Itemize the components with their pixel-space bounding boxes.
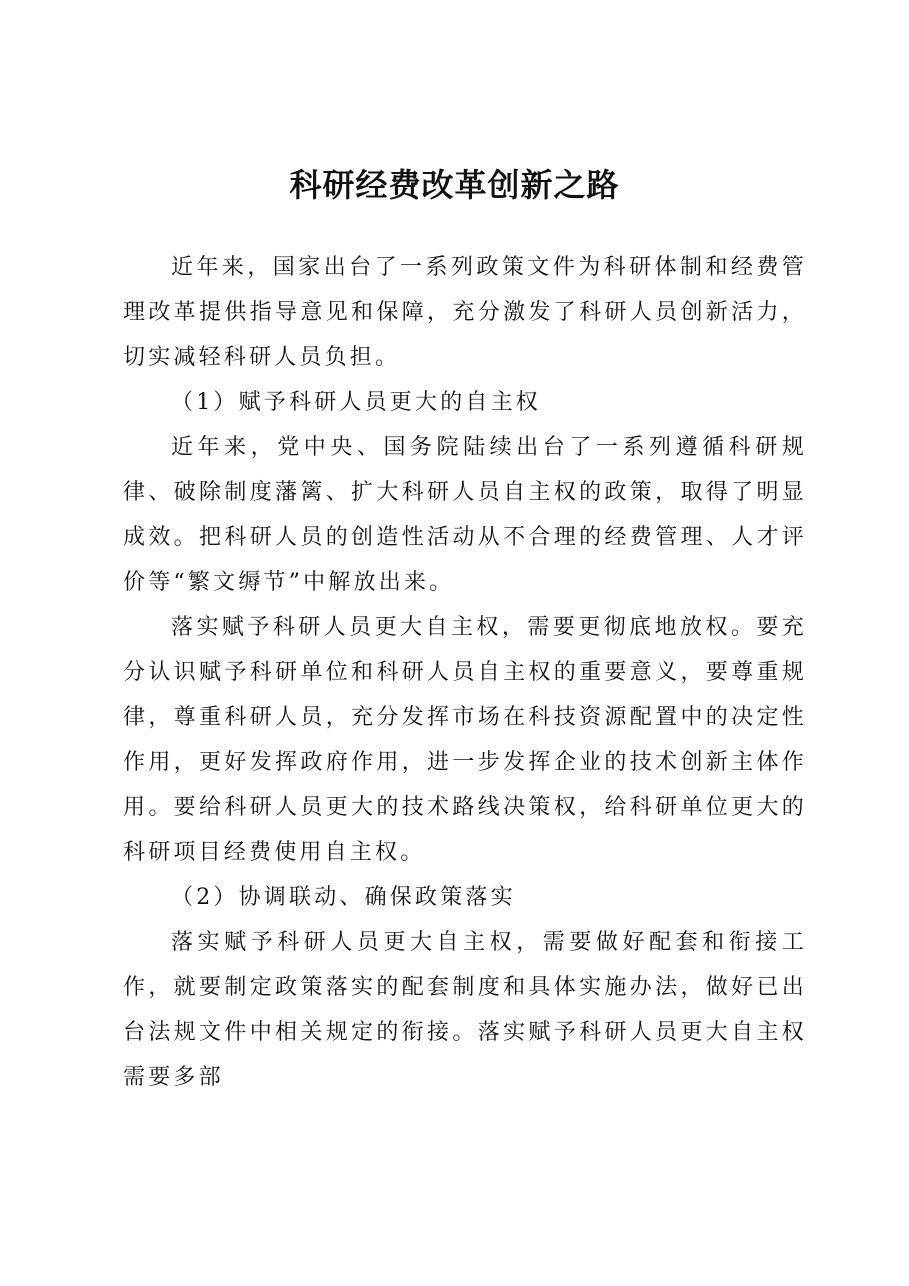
paragraph-section1-a: 近年来，党中央、国务院陆续出台了一系列遵循科研规律、破除制度藩篱、扩大科研人员自主权的政策，取得了明显成效。把科研人员的创造性活动从不合理的经费管理、人才评价等“繁文缛节”中解放出来。 bbox=[123, 435, 807, 595]
section-heading-1: （1）赋予科研人员更大的自主权 bbox=[171, 390, 541, 415]
section-heading-2: （2）协调联动、确保政策落实 bbox=[171, 885, 516, 910]
document-body bbox=[123, 245, 807, 1100]
document-title: 科研经费改革创新之路 bbox=[289, 166, 620, 204]
paragraph-section2-a: 落实赋予科研人员更大自主权，需要做好配套和衔接工作，就要制定政策落实的配套制度和具体实施办法，做好已出台法规文件中相关规定的衔接。落实赋予科研人员更大自主权需要多部 bbox=[123, 930, 807, 1090]
paragraph-intro: 近年来，国家出台了一系列政策文件为科研体制和经费管理改革提供指导意见和保障，充分激发了科研人员创新活力，切实减轻科研人员负担。 bbox=[123, 255, 807, 370]
paragraph-section1-b: 落实赋予科研人员更大自主权，需要更彻底地放权。要充分认识赋予科研单位和科研人员自主权的重要意义，要尊重规律，尊重科研人员，充分发挥市场在科技资源配置中的决定性作用，更好发挥政府作用，进一步发挥企业的技术创新主体作用。要给科研人员更大的技术路线决策权，给科研单位更大的科研项目经费使用自主权。 bbox=[123, 615, 807, 865]
